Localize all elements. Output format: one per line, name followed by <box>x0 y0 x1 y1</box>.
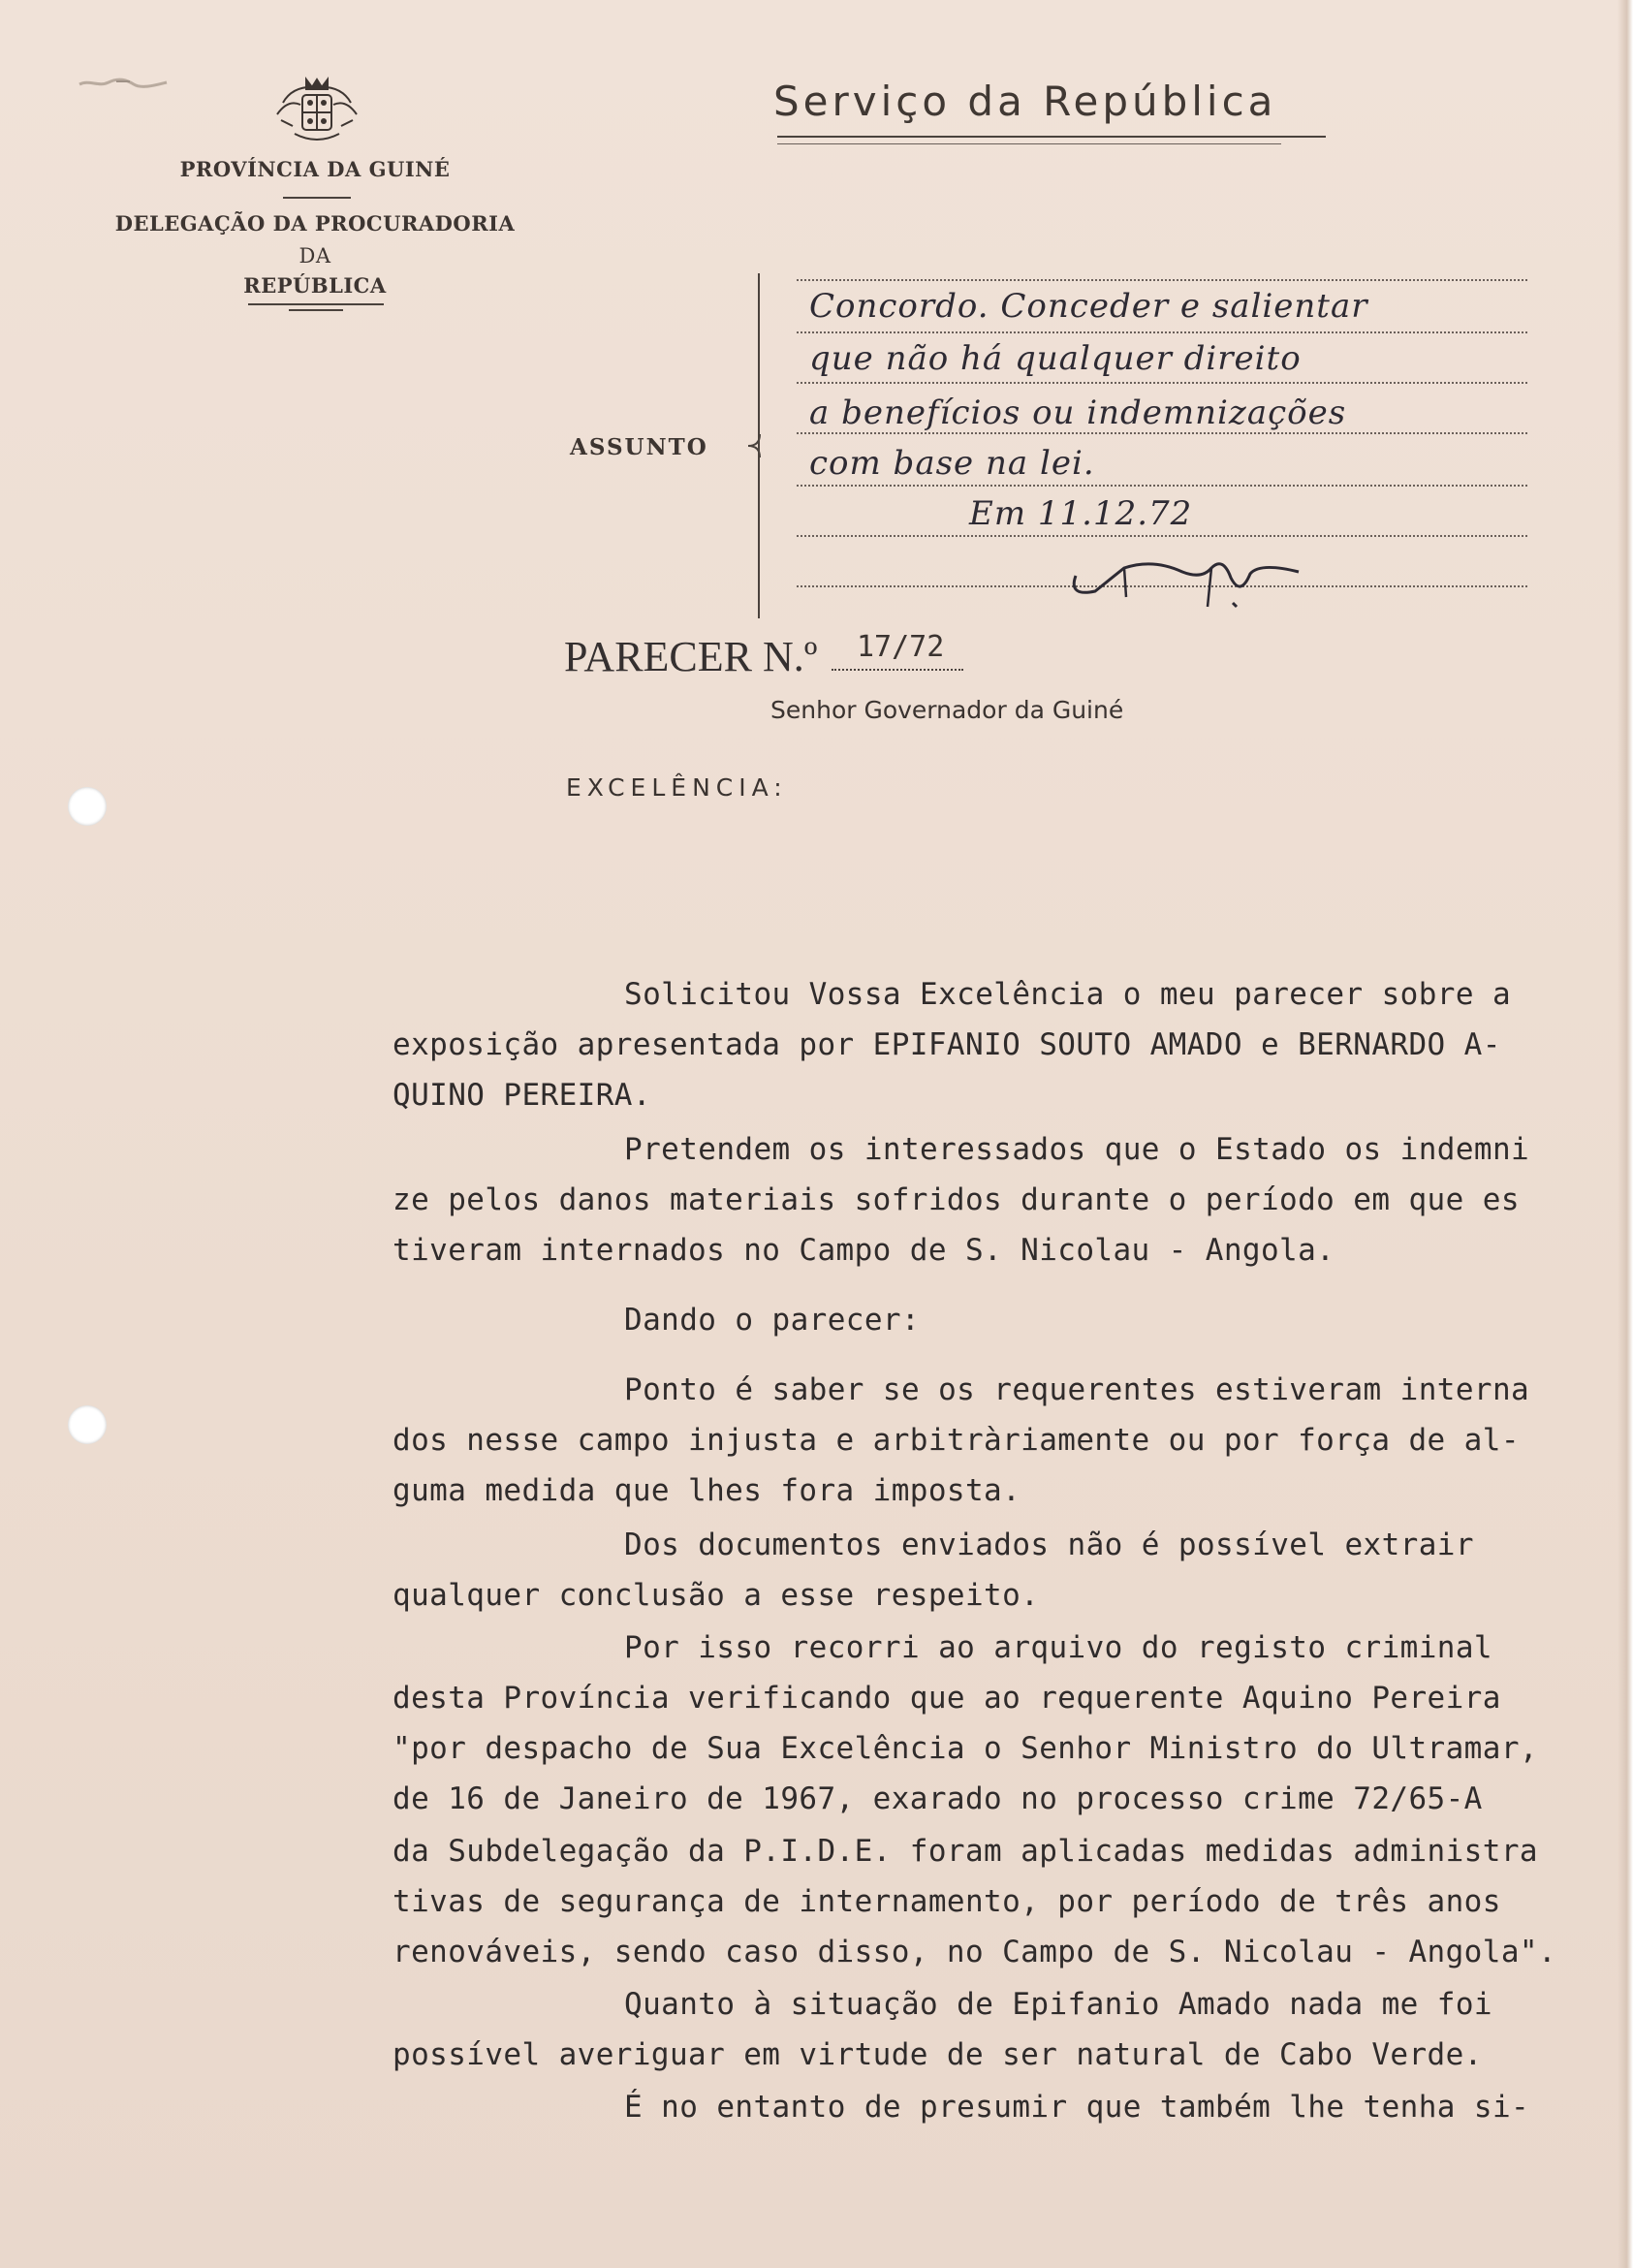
body-line: tivas de segurança de internamento, por período de três anos <box>393 1884 1501 1919</box>
handwritten-note-line-2: que não há qualquer direito <box>809 339 1302 378</box>
body-line: Por isso recorri ao arquivo do registo criminal <box>624 1630 1492 1665</box>
body-line: Quanto à situação de Epifanio Amado nada me foi <box>624 1987 1492 2022</box>
handwritten-note-line-1: Concordo. Conceder e salientar <box>809 287 1368 326</box>
body-line: de 16 de Janeiro de 1967, exarado no processo crime 72/65-A <box>393 1781 1483 1816</box>
subject-dotted-line-6 <box>797 535 1527 537</box>
handwritten-note-line-4: com base na lei. <box>809 444 1095 483</box>
body-line: É no entanto de presumir que também lhe tenha si- <box>624 2090 1530 2125</box>
body-line: da Subdelegação da P.I.D.E. foram aplicadas medidas administra <box>393 1834 1538 1869</box>
service-title-underline <box>777 136 1326 138</box>
body-line: exposição apresentada por EPIFANIO SOUTO AMADO e BERNARDO A- <box>393 1027 1501 1062</box>
service-title-underline-2 <box>777 143 1281 144</box>
body-line: Solicitou Vossa Excelência o meu parecer sobre a <box>624 977 1512 1012</box>
subject-dotted-line-2 <box>797 331 1527 333</box>
signature-icon <box>1066 539 1318 616</box>
handwritten-note-line-3: a benefícios ou indemnizações <box>809 394 1347 432</box>
body-line: dos nesse campo injusta e arbitràriamente ou por força de al- <box>393 1423 1520 1458</box>
delegation-line-2: DA <box>298 244 331 268</box>
body-line: guma medida que lhes fora imposta. <box>393 1473 1021 1508</box>
handwritten-date: Em 11.12.72 <box>969 494 1193 533</box>
body-line: Dando o parecer: <box>624 1303 921 1338</box>
subject-dotted-line-5 <box>797 485 1527 487</box>
province-name: PROVÍNCIA DA GUINÉ <box>179 157 451 181</box>
delegation-line-3: REPÚBLICA <box>243 273 387 298</box>
body-line: Dos documentos enviados não é possível extrair <box>624 1528 1474 1562</box>
body-line: qualquer conclusão a esse respeito. <box>393 1578 1040 1613</box>
subject-dotted-line-1 <box>797 279 1527 281</box>
staple-mark-icon <box>78 76 171 91</box>
body-line: tiveram internados no Campo de S. Nicolau - Angola. <box>393 1233 1335 1268</box>
header-rule-1 <box>283 197 351 199</box>
body-line: ze pelos danos materiais sofridos durante o período em que es <box>393 1182 1520 1217</box>
punch-hole-upper <box>68 787 107 826</box>
opinion-label: PARECER N.º <box>564 633 818 680</box>
brace-tip-icon <box>746 434 766 457</box>
delegation-line-1: DELEGAÇÃO DA PROCURADORIA <box>114 211 516 236</box>
punch-hole-lower <box>68 1405 107 1444</box>
addressee: Senhor Governador da Guiné <box>770 696 1124 724</box>
header-rule-3 <box>289 309 343 311</box>
opinion-number-line <box>832 669 963 671</box>
opinion-number: 17/72 <box>857 630 945 664</box>
body-line: Ponto é saber se os requerentes estiveram interna <box>624 1372 1530 1407</box>
body-line: Pretendem os interessados que o Estado os indemni <box>624 1132 1530 1167</box>
coat-of-arms-icon <box>273 76 361 143</box>
subject-dotted-line-3 <box>797 382 1527 384</box>
subject-dotted-line-4 <box>797 432 1527 434</box>
body-line: desta Província verificando que ao requerente Aquino Pereira <box>393 1681 1501 1716</box>
body-line: possível averiguar em virtude de ser natural de Cabo Verde. <box>393 2037 1483 2072</box>
service-title: Serviço da República <box>773 78 1277 125</box>
salutation: EXCELÊNCIA: <box>566 773 788 802</box>
header-rule-2 <box>248 303 384 305</box>
subject-label: ASSUNTO <box>570 434 708 460</box>
body-line: QUINO PEREIRA. <box>393 1078 651 1113</box>
body-line: "por despacho de Sua Excelência o Senhor Ministro do Ultramar, <box>393 1731 1538 1766</box>
paper-edge <box>1617 0 1633 2268</box>
body-line: renováveis, sendo caso disso, no Campo de S. Nicolau - Angola". <box>393 1935 1557 1969</box>
